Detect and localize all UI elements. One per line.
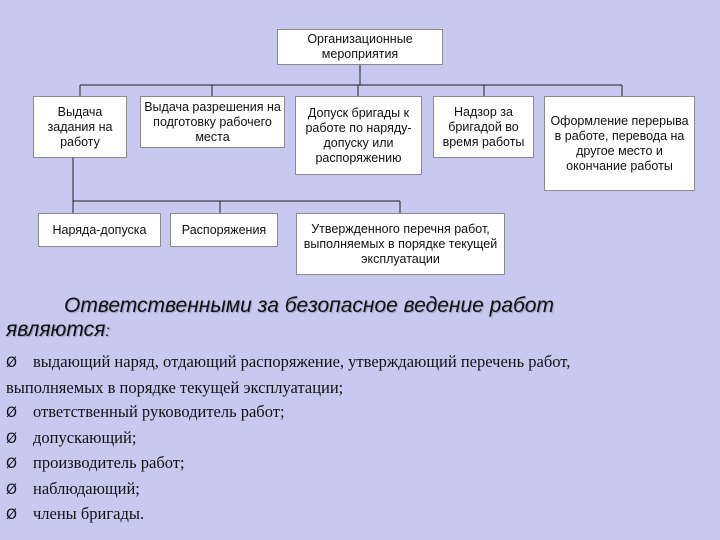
node-team-supervision [433, 96, 534, 158]
node-label: Выдача задания на работу [47, 104, 113, 149]
node-order [170, 213, 278, 247]
heading-colon: : [105, 323, 110, 340]
node-label: Наряда-допуска [52, 222, 147, 237]
node-approved-work-list [296, 213, 505, 275]
list-item-continuation: выполняемых в порядке текущей эксплуатации; [6, 377, 344, 397]
arrow-bullet-icon: Ø [6, 355, 18, 371]
node-organizational-measures [277, 29, 443, 65]
node-label: Утвержденного перечня работ, выполняемых в порядке текущей эксплуатации [303, 221, 498, 266]
node-label: Организационные мероприятия [307, 32, 413, 61]
node-label: Распоряжения [181, 222, 267, 237]
list-item: Ø производитель работ; [6, 451, 714, 477]
heading-word: являются [6, 318, 106, 341]
arrow-bullet-icon: Ø [6, 430, 18, 447]
node-label: Оформление перерыва в работе, перевода на другое место и окончание работы [550, 113, 689, 173]
responsible-persons-heading [6, 294, 706, 344]
list-item: Ø члены бригады. [6, 502, 714, 528]
node-team-admission [295, 96, 422, 175]
arrow-bullet-icon: Ø [6, 507, 18, 523]
node-label: Выдача разрешения на подготовку рабочего места [144, 99, 281, 144]
arrow-bullet-icon: Ø [6, 481, 18, 498]
list-item: Ø выдающий наряд, отдающий распоряжение, утверждающий перечень работ, [6, 350, 714, 376]
list-item: Ø наблюдающий; [6, 477, 714, 503]
list-item: Ø ответственный руководитель работ; [6, 400, 714, 426]
node-work-permit [38, 213, 161, 247]
heading-line-2 [6, 318, 706, 344]
heading-line-1: Ответственными за безопасное ведение работ [64, 294, 554, 317]
node-label: Допуск бригады к работе по наряду-допуску или распоряжению [305, 105, 412, 165]
node-task-issue [33, 96, 127, 158]
arrow-bullet-icon: Ø [6, 405, 18, 421]
node-break-transfer-completion [544, 96, 695, 191]
responsible-persons-list [6, 350, 714, 528]
node-workplace-permit [140, 96, 285, 148]
node-label: Надзор за бригадой во время работы [442, 104, 525, 149]
list-item: Ø допускающий; [6, 426, 714, 452]
arrow-bullet-icon: Ø [6, 456, 18, 472]
